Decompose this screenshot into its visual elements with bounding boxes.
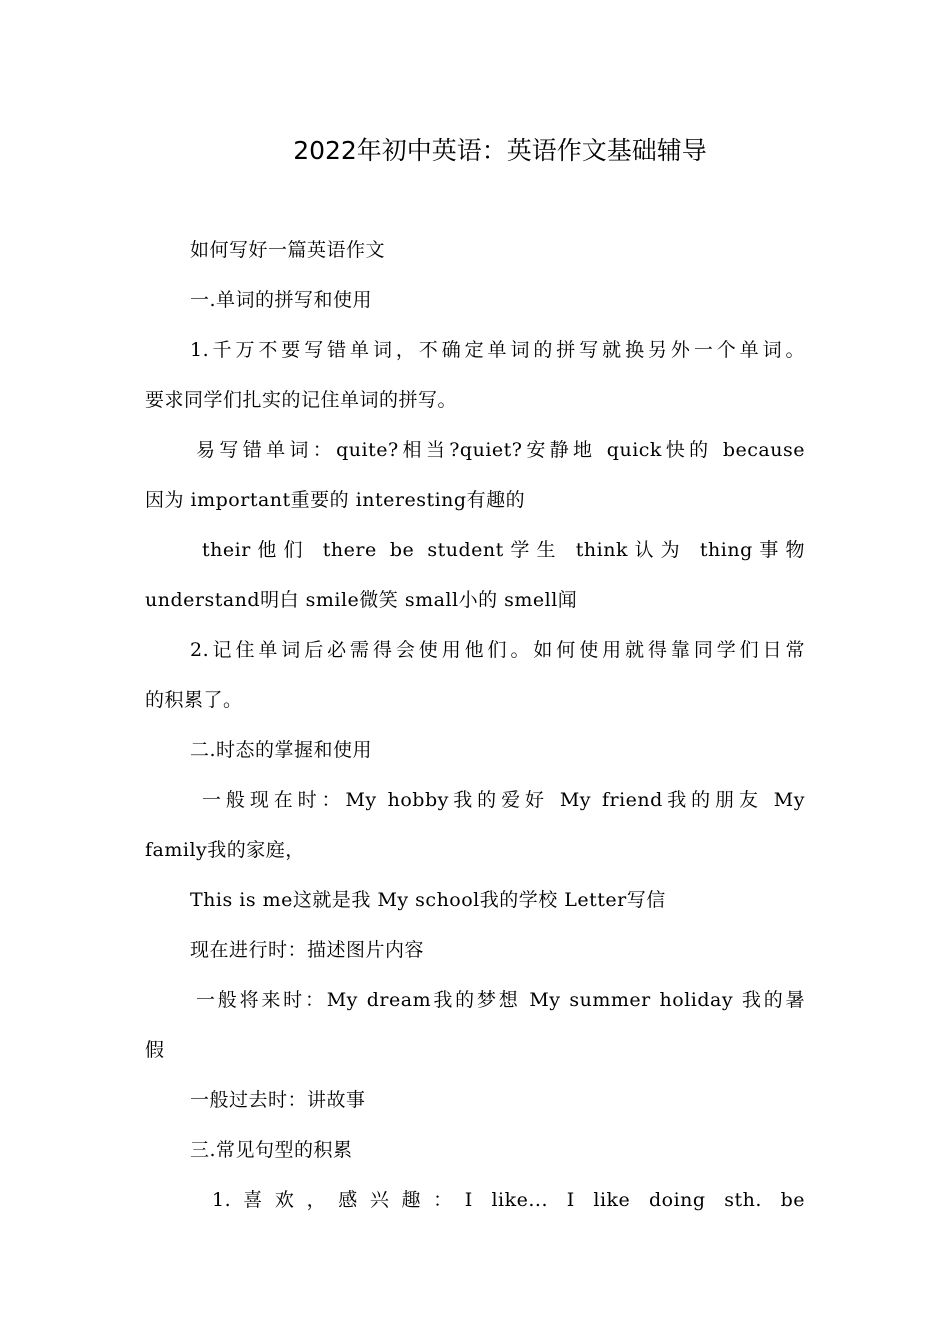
paragraph-line: 1.千万不要写错单词，不确定单词的拼写就换另外一个单词。 <box>190 339 805 361</box>
paragraph-line: their他们 there be student学生 think认为 thing事物 <box>202 539 805 561</box>
paragraph-line: 的积累了。 <box>145 689 243 711</box>
section-heading: 二.时态的掌握和使用 <box>190 739 373 761</box>
paragraph-line: 如何写好一篇英语作文 <box>190 239 386 261</box>
paragraph-line: 现在进行时：描述图片内容 <box>190 939 425 961</box>
paragraph-line: 一般现在时：My hobby我的爱好 My friend我的朋友 My <box>202 789 805 811</box>
section-heading: 三.常见句型的积累 <box>190 1139 353 1161</box>
document-title: 2022年初中英语：英语作文基础辅导 <box>293 136 707 165</box>
paragraph-line: 一般将来时：My dream我的梦想 My summer holiday 我的暑 <box>196 989 805 1011</box>
section-heading: 一.单词的拼写和使用 <box>190 289 373 311</box>
paragraph-line: 因为 important重要的 interesting有趣的 <box>145 489 526 511</box>
paragraph-line: This is me这就是我 My school我的学校 Letter写信 <box>190 889 666 911</box>
paragraph-line: 2.记住单词后必需得会使用他们。如何使用就得靠同学们日常 <box>190 639 805 661</box>
paragraph-line: understand明白 smile微笑 small小的 smell闻 <box>145 589 578 611</box>
paragraph-line: 1.喜欢，感兴趣：I like... I like doing sth. be <box>212 1189 805 1211</box>
paragraph-line: 假 <box>145 1039 165 1061</box>
paragraph-line: 要求同学们扎实的记住单词的拼写。 <box>145 389 458 411</box>
paragraph-line: 一般过去时：讲故事 <box>190 1089 366 1111</box>
paragraph-line: 易写错单词：quite?相当?quiet?安静地 quick快的 because <box>196 439 805 461</box>
paragraph-line: family我的家庭， <box>145 839 305 861</box>
